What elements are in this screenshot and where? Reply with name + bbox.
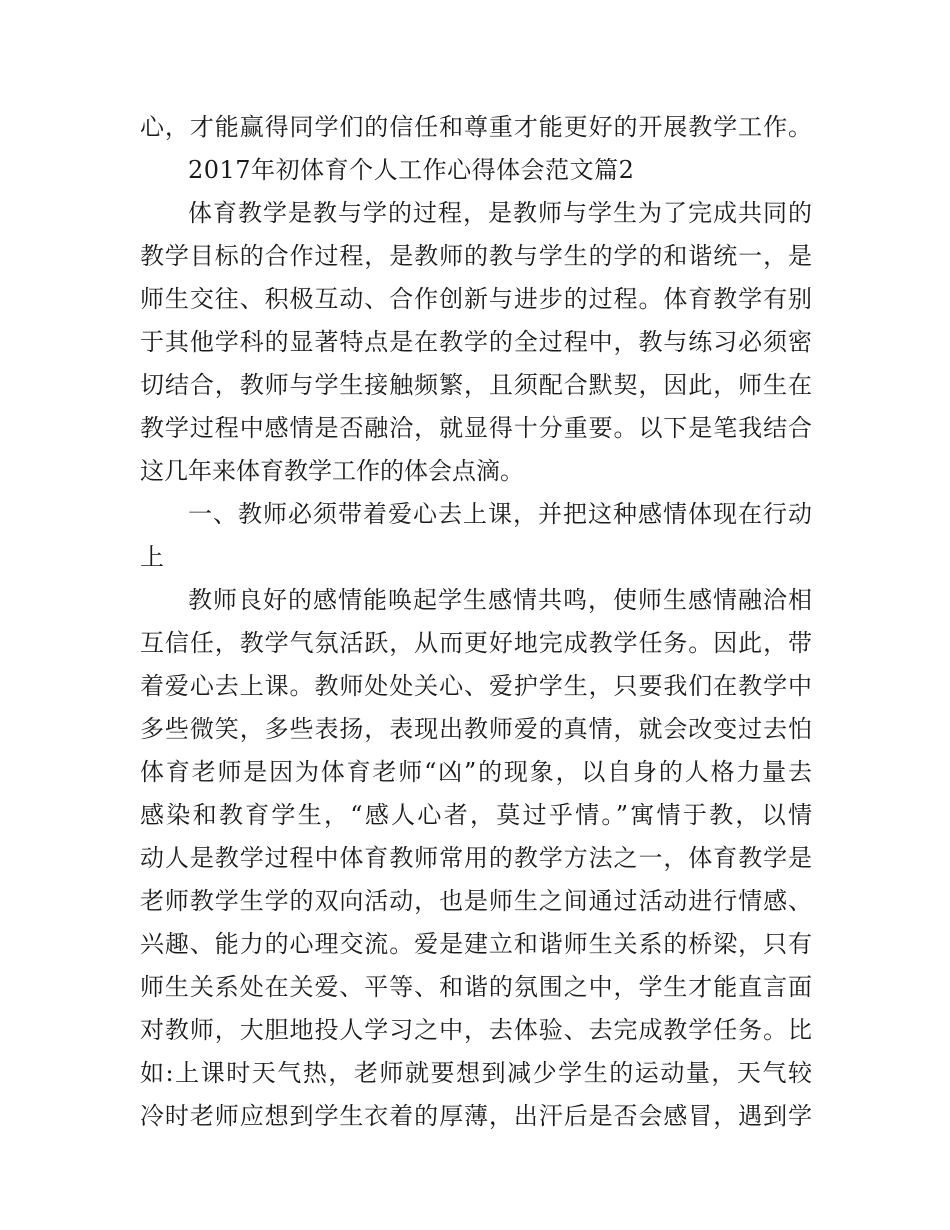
subheading-line-1: 一、教师必须带着爱心去上课，并把这种感情体现在行动 — [188, 500, 812, 528]
text-line-20: 兴趣、能力的心理交流。爱是建立和谐师生关系的桥梁，只有 — [140, 930, 812, 958]
text-line-3: 体育教学是教与学的过程，是教师与学生为了完成共同的 — [188, 199, 812, 227]
text-line-4: 教学目标的合作过程，是教师的教与学生的学的和谐统一，是 — [140, 242, 812, 270]
text-line-23: 如:上课时天气热，老师就要想到减少学生的运动量，天气较 — [140, 1059, 812, 1087]
text-line-1: 心，才能赢得同学们的信任和尊重才能更好的开展教学工作。 — [140, 113, 812, 141]
text-line-15: 多些微笑，多些表扬，表现出教师爱的真情，就会改变过去怕 — [140, 715, 812, 743]
text-line-24: 冷时老师应想到学生衣着的厚薄，出汗后是否会感冒，遇到学 — [140, 1102, 812, 1130]
text-line-9: 这几年来体育教学工作的体会点滴。 — [140, 457, 524, 485]
text-line-22: 对教师，大胆地投人学习之中，去体验、去完成教学任务。比 — [140, 1016, 812, 1044]
text-line-17: 感染和教育学生，“感人心者，莫过乎情。”寓情于教，以情 — [140, 801, 812, 829]
text-line-16: 体育老师是因为体育老师“凶”的现象，以自身的人格力量去 — [140, 758, 812, 786]
text-line-14: 着爱心去上课。教师处处关心、爱护学生，只要我们在教学中 — [140, 672, 812, 700]
text-line-21: 师生关系处在关爱、平等、和谐的氛围之中，学生才能直言面 — [140, 973, 812, 1001]
text-line-7: 切结合，教师与学生接触频繁，且须配合默契，因此，师生在 — [140, 371, 812, 399]
section-heading: 2017年初体育个人工作心得体会范文篇2 — [188, 156, 635, 184]
subheading-line-2: 上 — [140, 543, 164, 571]
text-line-19: 老师教学生学的双向活动，也是师生之间通过活动进行情感、 — [140, 887, 812, 915]
text-line-18: 动人是教学过程中体育教师常用的教学方法之一，体育教学是 — [140, 844, 812, 872]
text-line-13: 互信任，教学气氛活跃，从而更好地完成教学任务。因此，带 — [140, 629, 812, 657]
text-line-12: 教师良好的感情能唤起学生感情共鸣，使师生感情融洽相 — [188, 586, 812, 614]
text-line-5: 师生交往、积极互动、合作创新与进步的过程。体育教学有别 — [140, 285, 812, 313]
text-line-6: 于其他学科的显著特点是在教学的全过程中，教与练习必须密 — [140, 328, 812, 356]
text-line-8: 教学过程中感情是否融洽，就显得十分重要。以下是笔我结合 — [140, 414, 812, 442]
